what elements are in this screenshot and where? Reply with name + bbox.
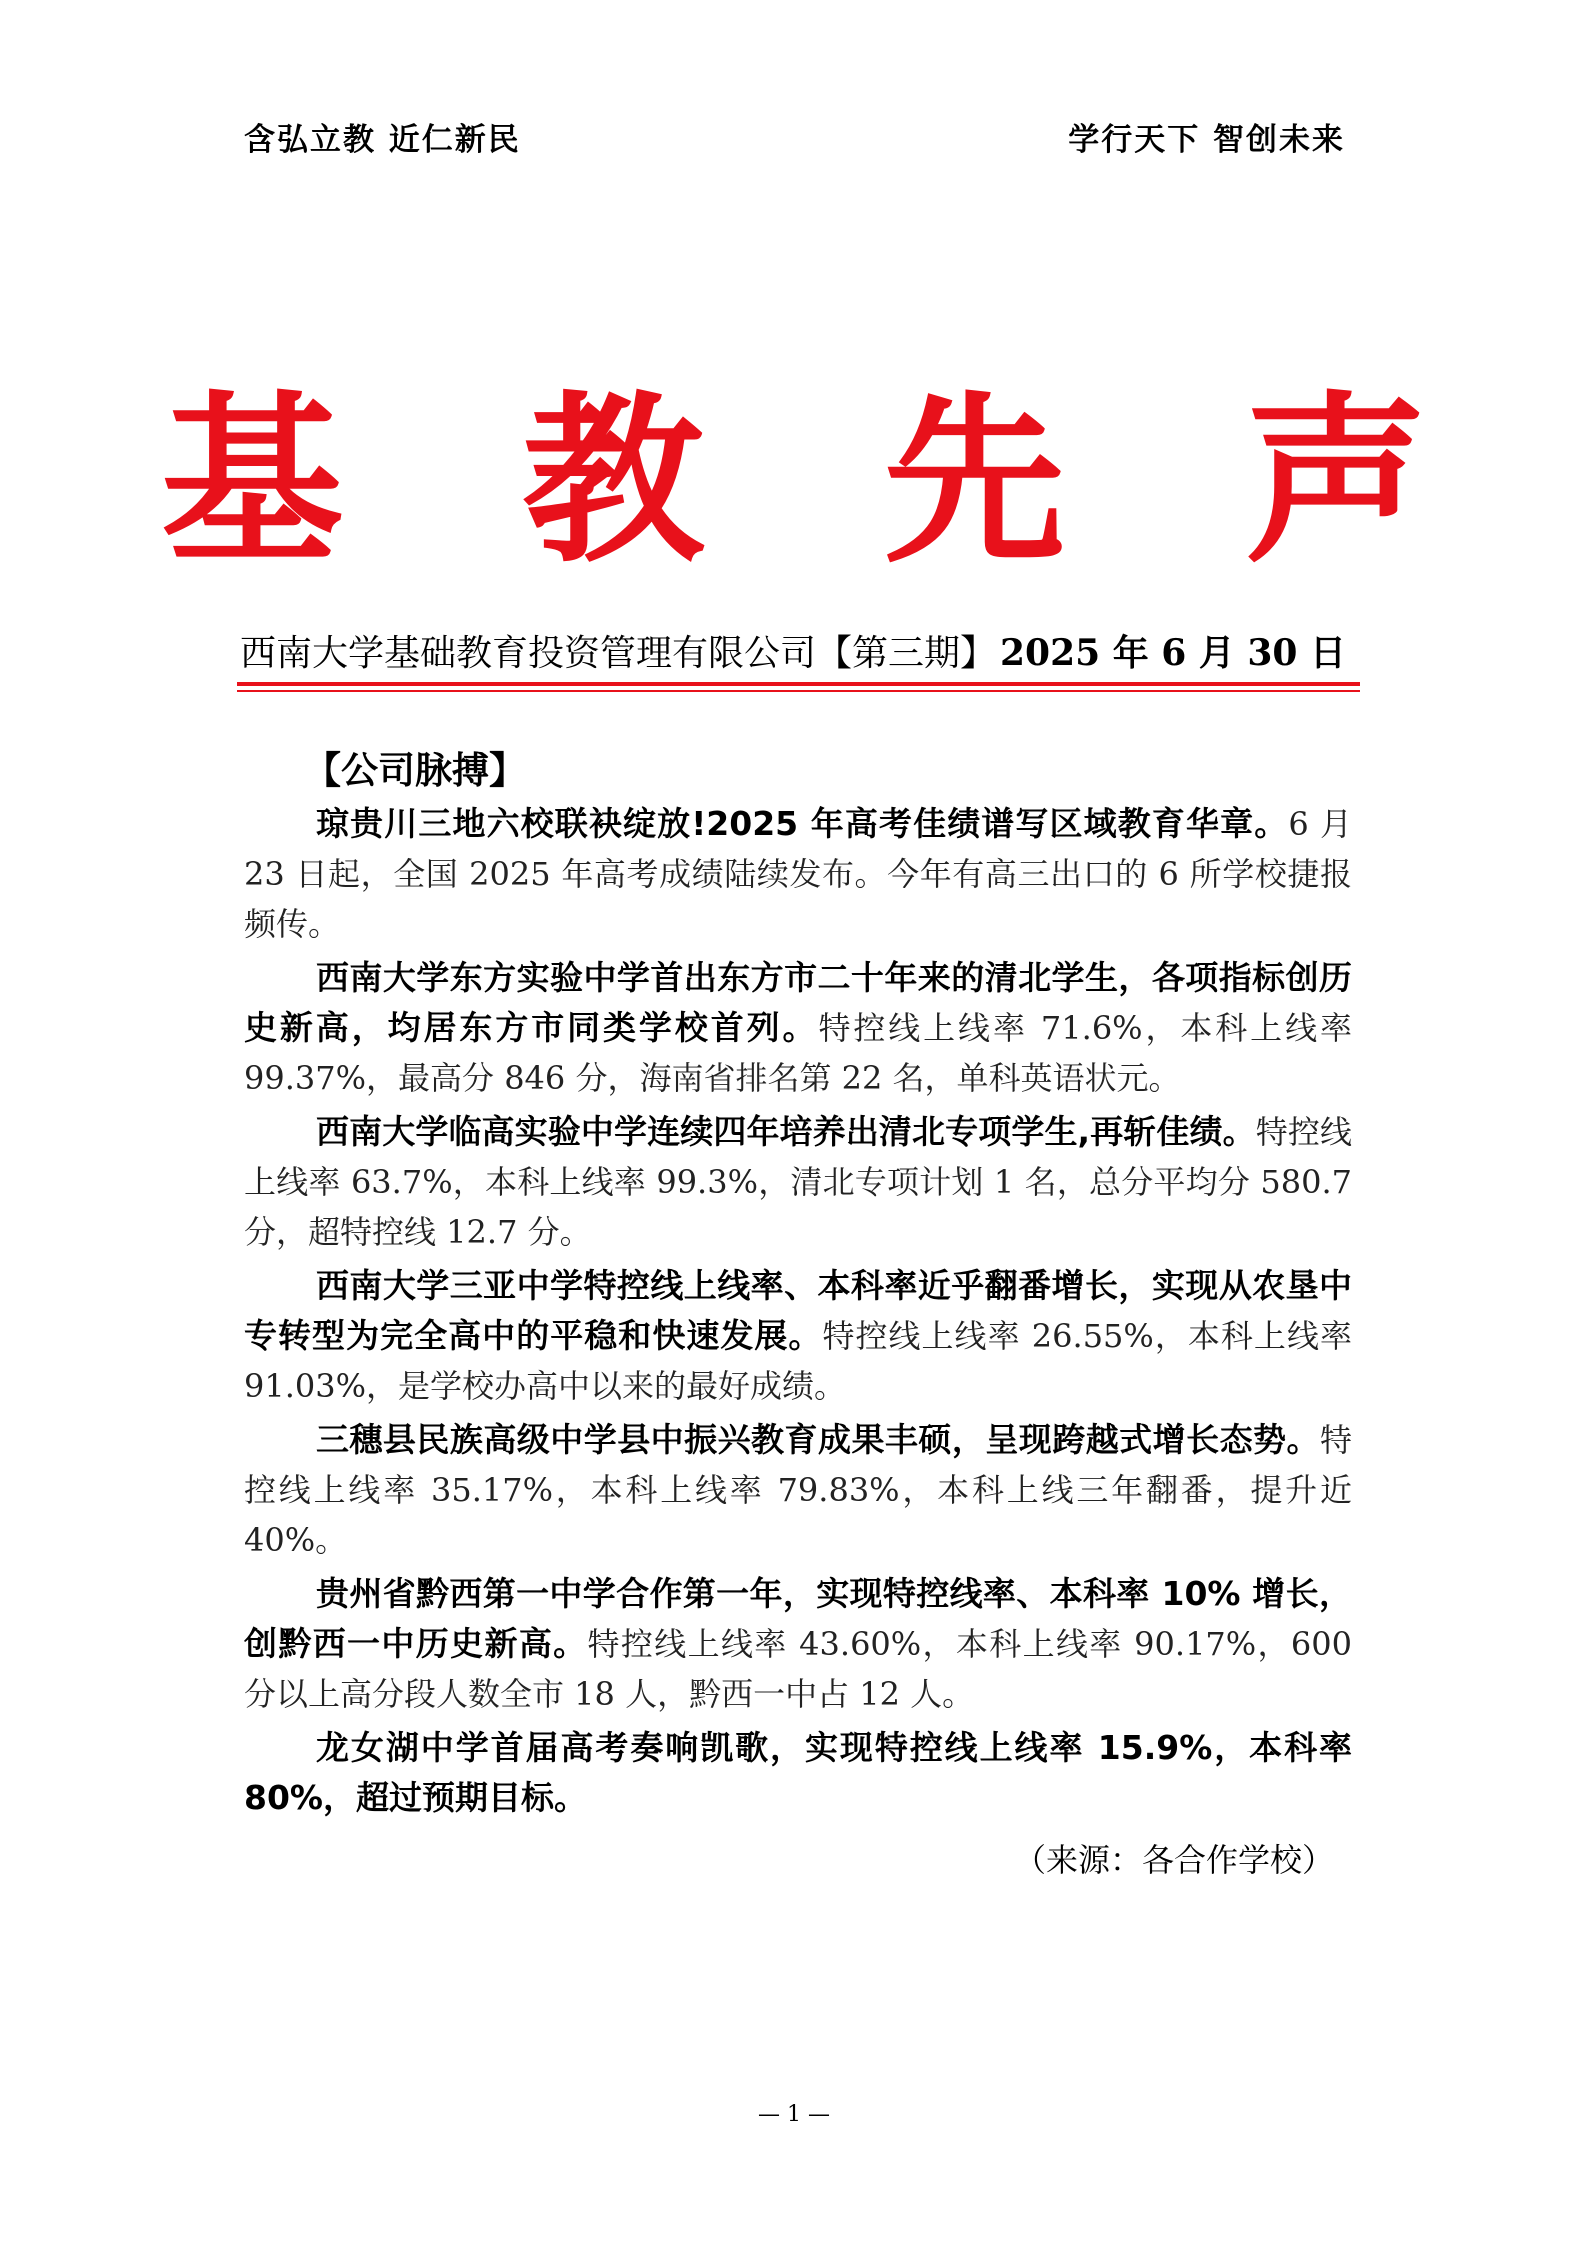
article-body (244, 746, 1352, 1885)
motto-left: 含弘立教 近仁新民 (244, 122, 521, 158)
section-title: 【公司脉搏】 (304, 749, 526, 792)
paragraph-lead: 龙女湖中学首届高考奏响凯歌，实现特控线上线率 15.9%，本科率 80%，超过预期目标。 (244, 1728, 1352, 1817)
paragraph-detail: 特控线上线率 26.55%，本科上线率 91.03%，是学校办高中以来的最好成绩。 (244, 1317, 1352, 1405)
issue-publisher: 西南大学基础教育投资管理有限公司【第三期】 (240, 633, 997, 674)
paragraph-detail: 特控线上线率 71.6%，本科上线率 99.37%，最高分 846 分，海南省排名第 22 名，单科英语状元。 (244, 1009, 1352, 1097)
issue-line (240, 625, 1346, 676)
motto-right: 学行天下 智创未来 (1068, 122, 1345, 158)
news-paragraph (244, 1107, 1352, 1257)
issue-date: 2025 年 6 月 30 日 (999, 632, 1346, 674)
paragraph-lead: 西南大学三亚中学特控线上线率、本科率近乎翻番增长，实现从农垦中专转型为完全高中的平稳和快速发展。 (244, 1266, 1352, 1355)
paragraph-lead: 西南大学临高实验中学连续四年培养出清北专项学生,再斩佳绩。 (316, 1112, 1256, 1151)
paragraph-lead: 西南大学东方实验中学首出东方市二十年来的清北学生，各项指标创历史新高，均居东方市同类学校首列。 (244, 958, 1352, 1047)
news-paragraph (244, 1569, 1352, 1719)
paragraph-detail: 特控线上线率 63.7%，本科上线率 99.3%，清北专项计划 1 名，总分平均分 580.7 分，超特控线 12.7 分。 (244, 1113, 1352, 1251)
paragraph-detail: 6 月 23 日起，全国 2025 年高考成绩陆续发布。今年有高三出口的 6 所学校捷报频传。 (244, 805, 1352, 943)
header-rule-thin (237, 690, 1360, 692)
paragraph-lead: 三穗县民族高级中学县中振兴教育成果丰硕，呈现跨越式增长态势。 (316, 1420, 1320, 1459)
paragraph-lead: 贵州省黔西第一中学合作第一年，实现特控线率、本科率 10% 增长，创黔西一中历史新高。 (244, 1574, 1352, 1663)
paragraph-detail: 特控线上线率 43.60%，本科上线率 90.17%，600 分以上高分段人数全市 18 人，黔西一中占 12 人。 (244, 1625, 1352, 1713)
news-paragraph (244, 1723, 1352, 1823)
news-paragraph (244, 799, 1352, 949)
page-number: — 1 — (758, 2102, 830, 2127)
news-paragraph (244, 953, 1352, 1103)
masthead-title: 基 教 先 声 (160, 373, 1486, 587)
news-paragraph (244, 1261, 1352, 1411)
source-note: （来源：各合作学校） (1013, 1841, 1334, 1879)
news-paragraph (244, 1415, 1352, 1565)
paragraph-detail: 特控线上线率 35.17%，本科上线率 79.83%，本科上线三年翻番，提升近 40%。 (244, 1421, 1352, 1559)
paragraph-lead: 琼贵川三地六校联袂绽放!2025 年高考佳绩谱写区域教育华章。 (316, 804, 1289, 843)
header-rule-thick (237, 682, 1360, 686)
